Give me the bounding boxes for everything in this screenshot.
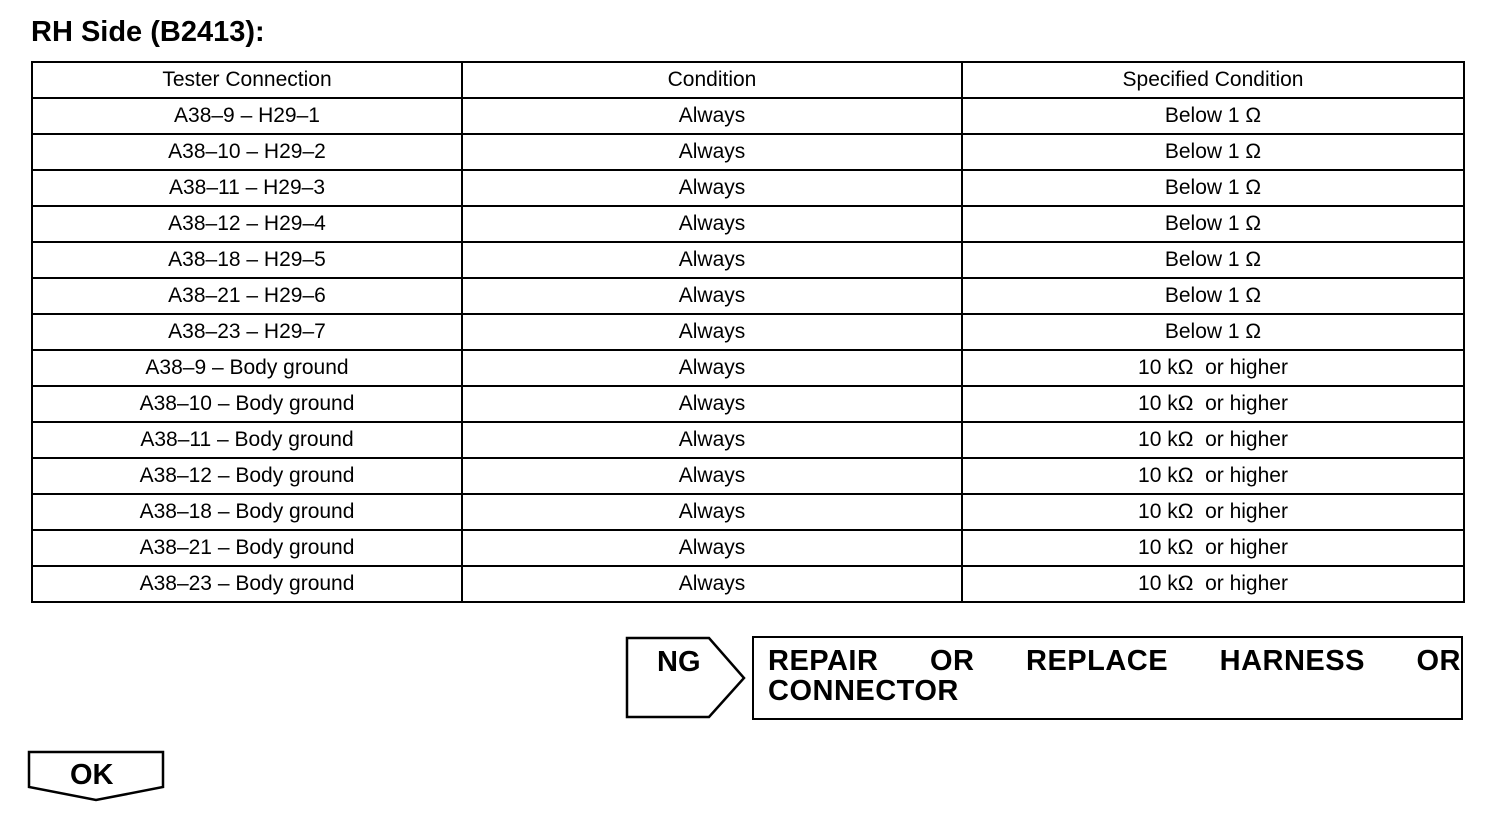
table-row bbox=[32, 422, 1464, 458]
table-row bbox=[32, 242, 1464, 278]
tester-connection-cell: A38–11 – H29–3 bbox=[32, 170, 462, 206]
table-row bbox=[32, 98, 1464, 134]
tester-connection-cell: A38–23 – Body ground bbox=[32, 566, 462, 602]
tester-connection-cell: A38–9 – Body ground bbox=[32, 350, 462, 386]
condition-cell: Always bbox=[462, 170, 962, 206]
header-tester-connection: Tester Connection bbox=[32, 62, 462, 98]
condition-cell: Always bbox=[462, 422, 962, 458]
tester-connection-cell: A38–9 – H29–1 bbox=[32, 98, 462, 134]
condition-cell: Always bbox=[462, 134, 962, 170]
condition-cell: Always bbox=[462, 566, 962, 602]
condition-cell: Always bbox=[462, 206, 962, 242]
tester-connection-cell: A38–11 – Body ground bbox=[32, 422, 462, 458]
table-row bbox=[32, 170, 1464, 206]
specified-condition-cell: 10 kΩ or higher bbox=[962, 566, 1464, 602]
condition-cell: Always bbox=[462, 314, 962, 350]
specified-condition-cell: 10 kΩ or higher bbox=[962, 350, 1464, 386]
inspection-table bbox=[31, 61, 1465, 603]
specified-condition-cell: Below 1 Ω bbox=[962, 134, 1464, 170]
specified-condition-cell: Below 1 Ω bbox=[962, 278, 1464, 314]
table-row bbox=[32, 386, 1464, 422]
table-row bbox=[32, 350, 1464, 386]
table-row bbox=[32, 530, 1464, 566]
table-header-row bbox=[32, 62, 1464, 98]
tester-connection-cell: A38–21 – Body ground bbox=[32, 530, 462, 566]
table-row bbox=[32, 566, 1464, 602]
specified-condition-cell: Below 1 Ω bbox=[962, 206, 1464, 242]
specified-condition-cell: 10 kΩ or higher bbox=[962, 386, 1464, 422]
tester-connection-cell: A38–23 – H29–7 bbox=[32, 314, 462, 350]
condition-cell: Always bbox=[462, 98, 962, 134]
header-condition: Condition bbox=[462, 62, 962, 98]
table-row bbox=[32, 134, 1464, 170]
page-title: RH Side (B2413): bbox=[31, 16, 265, 48]
specified-condition-cell: Below 1 Ω bbox=[962, 170, 1464, 206]
tester-connection-cell: A38–10 – Body ground bbox=[32, 386, 462, 422]
condition-cell: Always bbox=[462, 350, 962, 386]
ng-action-box bbox=[752, 636, 1463, 720]
specified-condition-cell: 10 kΩ or higher bbox=[962, 494, 1464, 530]
condition-cell: Always bbox=[462, 494, 962, 530]
specified-condition-cell: 10 kΩ or higher bbox=[962, 530, 1464, 566]
tester-connection-cell: A38–18 – Body ground bbox=[32, 494, 462, 530]
condition-cell: Always bbox=[462, 530, 962, 566]
tester-connection-cell: A38–12 – Body ground bbox=[32, 458, 462, 494]
condition-cell: Always bbox=[462, 386, 962, 422]
specified-condition-cell: Below 1 Ω bbox=[962, 314, 1464, 350]
specified-condition-cell: Below 1 Ω bbox=[962, 98, 1464, 134]
table-row bbox=[32, 494, 1464, 530]
ng-label: NG bbox=[657, 646, 701, 678]
tester-connection-cell: A38–21 – H29–6 bbox=[32, 278, 462, 314]
tester-connection-cell: A38–12 – H29–4 bbox=[32, 206, 462, 242]
condition-cell: Always bbox=[462, 242, 962, 278]
table-row bbox=[32, 278, 1464, 314]
ng-action-text: REPAIR OR REPLACE HARNESS OR CONNECTOR bbox=[768, 645, 1461, 707]
tester-connection-cell: A38–10 – H29–2 bbox=[32, 134, 462, 170]
condition-cell: Always bbox=[462, 458, 962, 494]
condition-cell: Always bbox=[462, 278, 962, 314]
table-row bbox=[32, 458, 1464, 494]
table-row bbox=[32, 314, 1464, 350]
ok-label: OK bbox=[70, 759, 114, 791]
table-row bbox=[32, 206, 1464, 242]
specified-condition-cell: 10 kΩ or higher bbox=[962, 458, 1464, 494]
header-specified-condition: Specified Condition bbox=[962, 62, 1464, 98]
tester-connection-cell: A38–18 – H29–5 bbox=[32, 242, 462, 278]
specified-condition-cell: 10 kΩ or higher bbox=[962, 422, 1464, 458]
specified-condition-cell: Below 1 Ω bbox=[962, 242, 1464, 278]
